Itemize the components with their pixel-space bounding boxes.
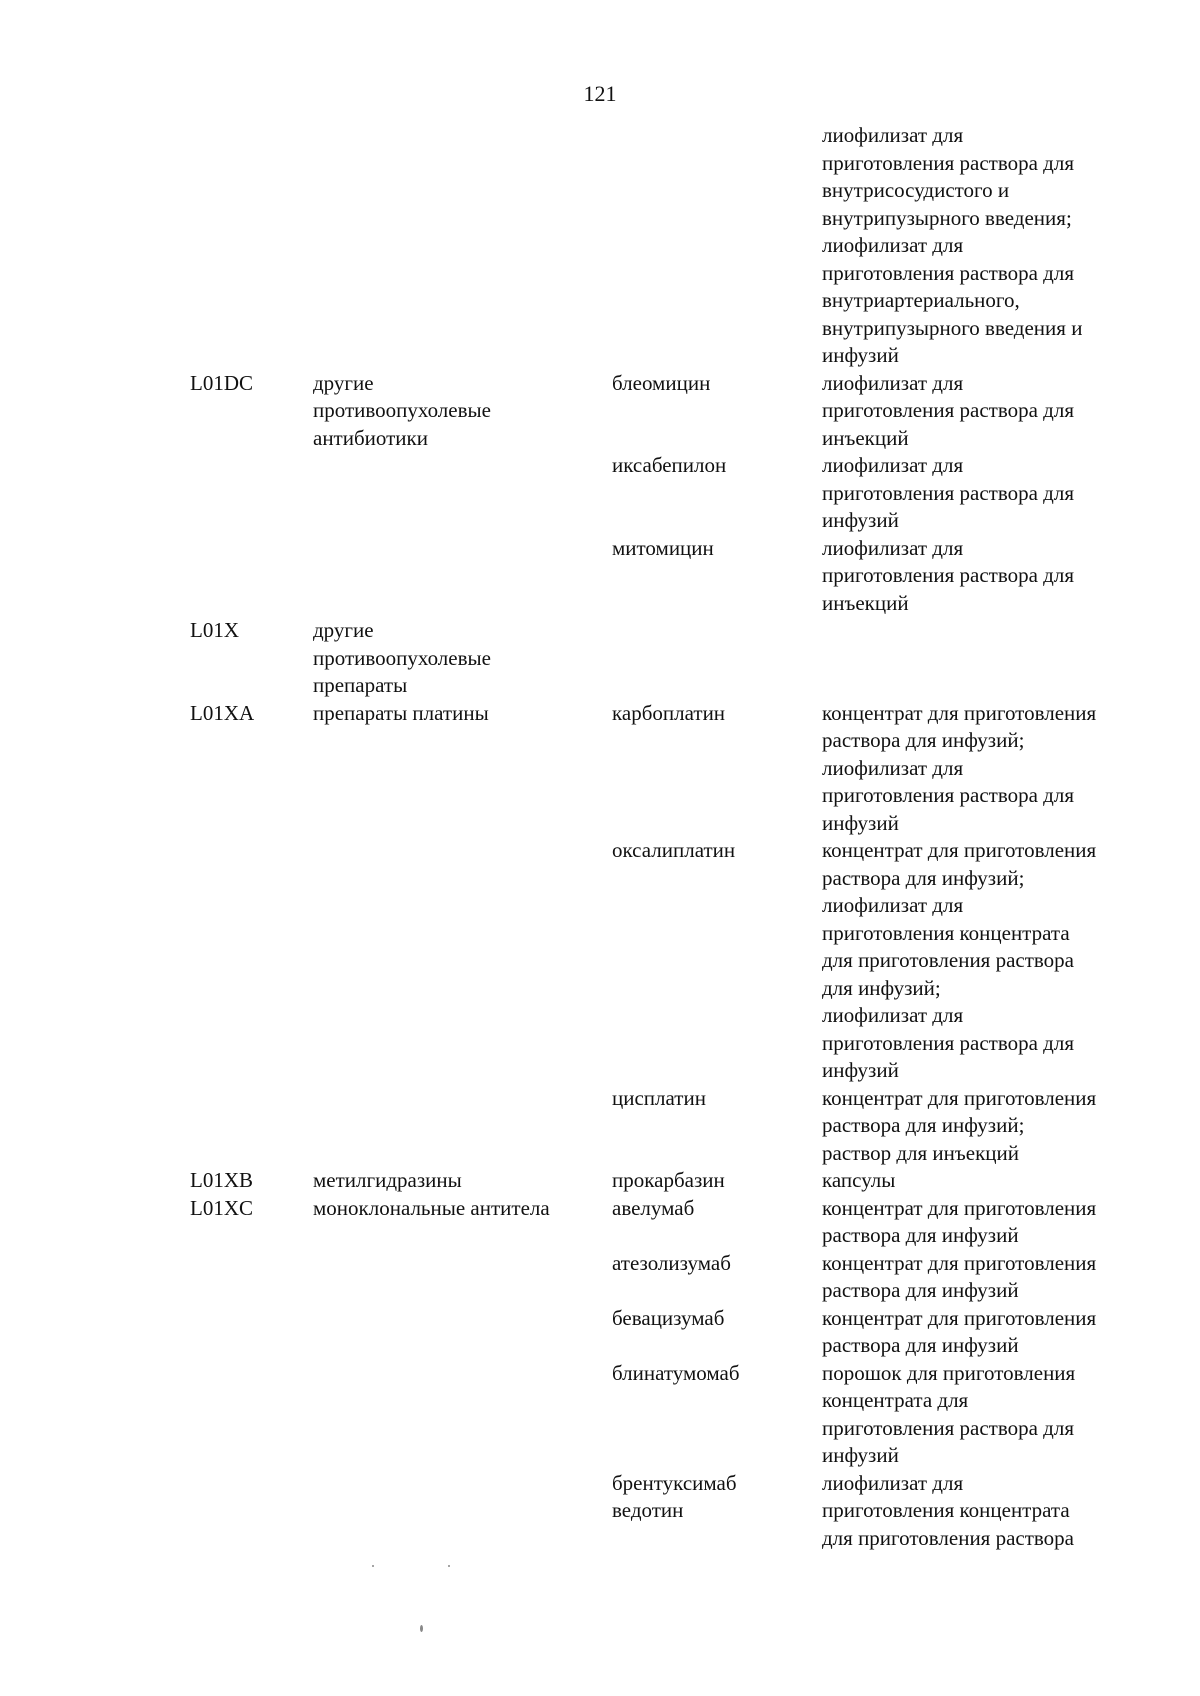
group-name-line: противоопухолевые [313,398,491,422]
group-name-line: другие [313,618,374,642]
drug-name [612,370,710,398]
dosage-form-line: инъекций [822,425,909,450]
dosage-form-line: концентрат для приготовления [822,838,1097,862]
dosage-form-line: приготовления раствора для [822,150,1074,175]
dosage-form [822,122,1082,370]
group-name-line: антибиотики [313,425,428,450]
dosage-form-line: раствор для инъекций [822,1140,1019,1165]
dosage-form-line: лиофилизат для [822,370,964,395]
drug-name-line: брентуксимаб [612,1470,737,1495]
dosage-form-line: внутрисосудистого и [822,178,1010,202]
dosage-form-line: для приготовления раствора [822,948,1074,972]
dosage-form-line: концентрат для приготовления [822,1085,1097,1110]
drug-name [612,1085,706,1113]
dosage-form-line: приготовления раствора для [822,1415,1074,1440]
drug-name-line: митомицин [612,535,714,560]
dosage-form-line: инфузий [822,508,899,532]
atc-code: L01XC [190,1195,253,1220]
dosage-form-line: приготовления раствора для [822,260,1074,285]
group-name-line: противоопухолевые [313,645,491,670]
drug-name-line: ведотин [612,1498,684,1522]
group-name-line: препараты [313,673,408,697]
drug-name-line: прокарбазин [612,1168,725,1192]
dosage-form-line: концентрат для приготовления [822,1195,1097,1220]
dosage-form-line: раствора для инфузий; [822,728,1025,752]
group-name [313,700,489,728]
drug-name [612,1470,737,1525]
dosage-form-line: порошок для приготовления [822,1360,1076,1385]
dosage-form-line: раствора для инфузий [822,1223,1019,1247]
dosage-form-line: лиофилизат для [822,233,964,257]
dosage-form-line: приготовления раствора для [822,398,1074,422]
dosage-form-line: инфузий [822,1058,899,1082]
dosage-form [822,1360,1075,1470]
drug-name [612,700,725,728]
dosage-form-line: концентрат для приготовления [822,1305,1097,1330]
group-name-line: другие [313,370,374,395]
scan-speck [372,1565,374,1567]
dosage-form-line: внутриартериального, [822,288,1020,312]
scan-speck [448,1565,450,1567]
dosage-form-line: лиофилизат для [822,123,964,147]
drug-name-line: цисплатин [612,1085,706,1110]
group-name [313,370,491,453]
atc-code: L01XA [190,700,255,725]
dosage-form [822,1195,1096,1250]
dosage-form-line: приготовления раствора для [822,563,1074,587]
group-name [313,1167,462,1195]
drug-name [612,1167,725,1195]
dosage-form-line: приготовления раствора для [822,783,1074,807]
dosage-form-line: раствора для инфузий; [822,865,1025,890]
dosage-form [822,837,1096,1085]
scan-speck [420,1625,423,1632]
dosage-form-line: приготовления концентрата [822,920,1070,945]
dosage-form-line: для инфузий; [822,975,941,1000]
dosage-form-line: инфузий [822,810,899,835]
drug-name [612,1195,694,1223]
dosage-form-line: капсулы [822,1168,896,1192]
dosage-form-line: концентрат для приготовления [822,1250,1097,1275]
dosage-form [822,1305,1096,1360]
drug-name-line: оксалиплатин [612,838,736,862]
dosage-form-line: раствора для инфузий [822,1278,1019,1302]
drug-name-line: карбоплатин [612,700,726,725]
dosage-form-line: лиофилизат для [822,535,964,560]
drug-name [612,837,735,865]
group-name-line: моноклональные антитела [313,1195,550,1220]
dosage-form [822,1085,1096,1168]
dosage-form-line: концентрата для [822,1388,969,1412]
dosage-form-line: раствора для инфузий; [822,1113,1025,1137]
group-name [313,617,491,700]
atc-code: L01X [190,618,239,642]
dosage-form [822,452,1074,535]
atc-code: L01XB [190,1168,253,1192]
drug-name [612,452,726,480]
dosage-form [822,1167,895,1195]
dosage-form-line: приготовления концентрата [822,1498,1070,1522]
drug-name-line: авелумаб [612,1195,695,1220]
drug-name-line: атезолизумаб [612,1250,731,1275]
dosage-form [822,535,1074,618]
drug-name [612,1250,731,1278]
drug-name [612,1360,740,1388]
drug-name-line: иксабепилон [612,453,727,477]
dosage-form-line: раствора для инфузий [822,1333,1019,1357]
dosage-form-line: внутрипузырного введения; [822,205,1072,230]
dosage-form-line: внутрипузырного введения и [822,315,1083,340]
group-name-line: метилгидразины [313,1168,462,1192]
page-number: 121 [583,81,617,106]
group-name [313,1195,550,1223]
dosage-form-line: инфузий [822,1443,899,1467]
dosage-form [822,1250,1096,1305]
dosage-form-line: лиофилизат для [822,453,964,477]
drug-name-line: блеомицин [612,370,711,395]
dosage-form [822,1470,1074,1553]
dosage-form-line: лиофилизат для [822,1003,964,1027]
dosage-form-line: лиофилизат для [822,1470,964,1495]
drug-name [612,535,714,563]
dosage-form-line: инъекций [822,590,909,615]
dosage-form-line: концентрат для приготовления [822,700,1097,725]
dosage-form-line: инфузий [822,343,899,367]
dosage-form-line: лиофилизат для [822,755,964,780]
dosage-form-line: приготовления раствора для [822,1030,1074,1055]
group-name-line: препараты платины [313,700,489,725]
dosage-form-line: для приготовления раствора [822,1525,1074,1550]
drug-name-line: блинатумомаб [612,1360,740,1385]
dosage-form-line: приготовления раствора для [822,480,1074,505]
dosage-form-line: лиофилизат для [822,893,964,917]
dosage-form [822,700,1096,838]
dosage-form [822,370,1074,453]
atc-code: L01DC [190,370,253,395]
drug-name [612,1305,724,1333]
drug-name-line: бевацизумаб [612,1305,725,1330]
